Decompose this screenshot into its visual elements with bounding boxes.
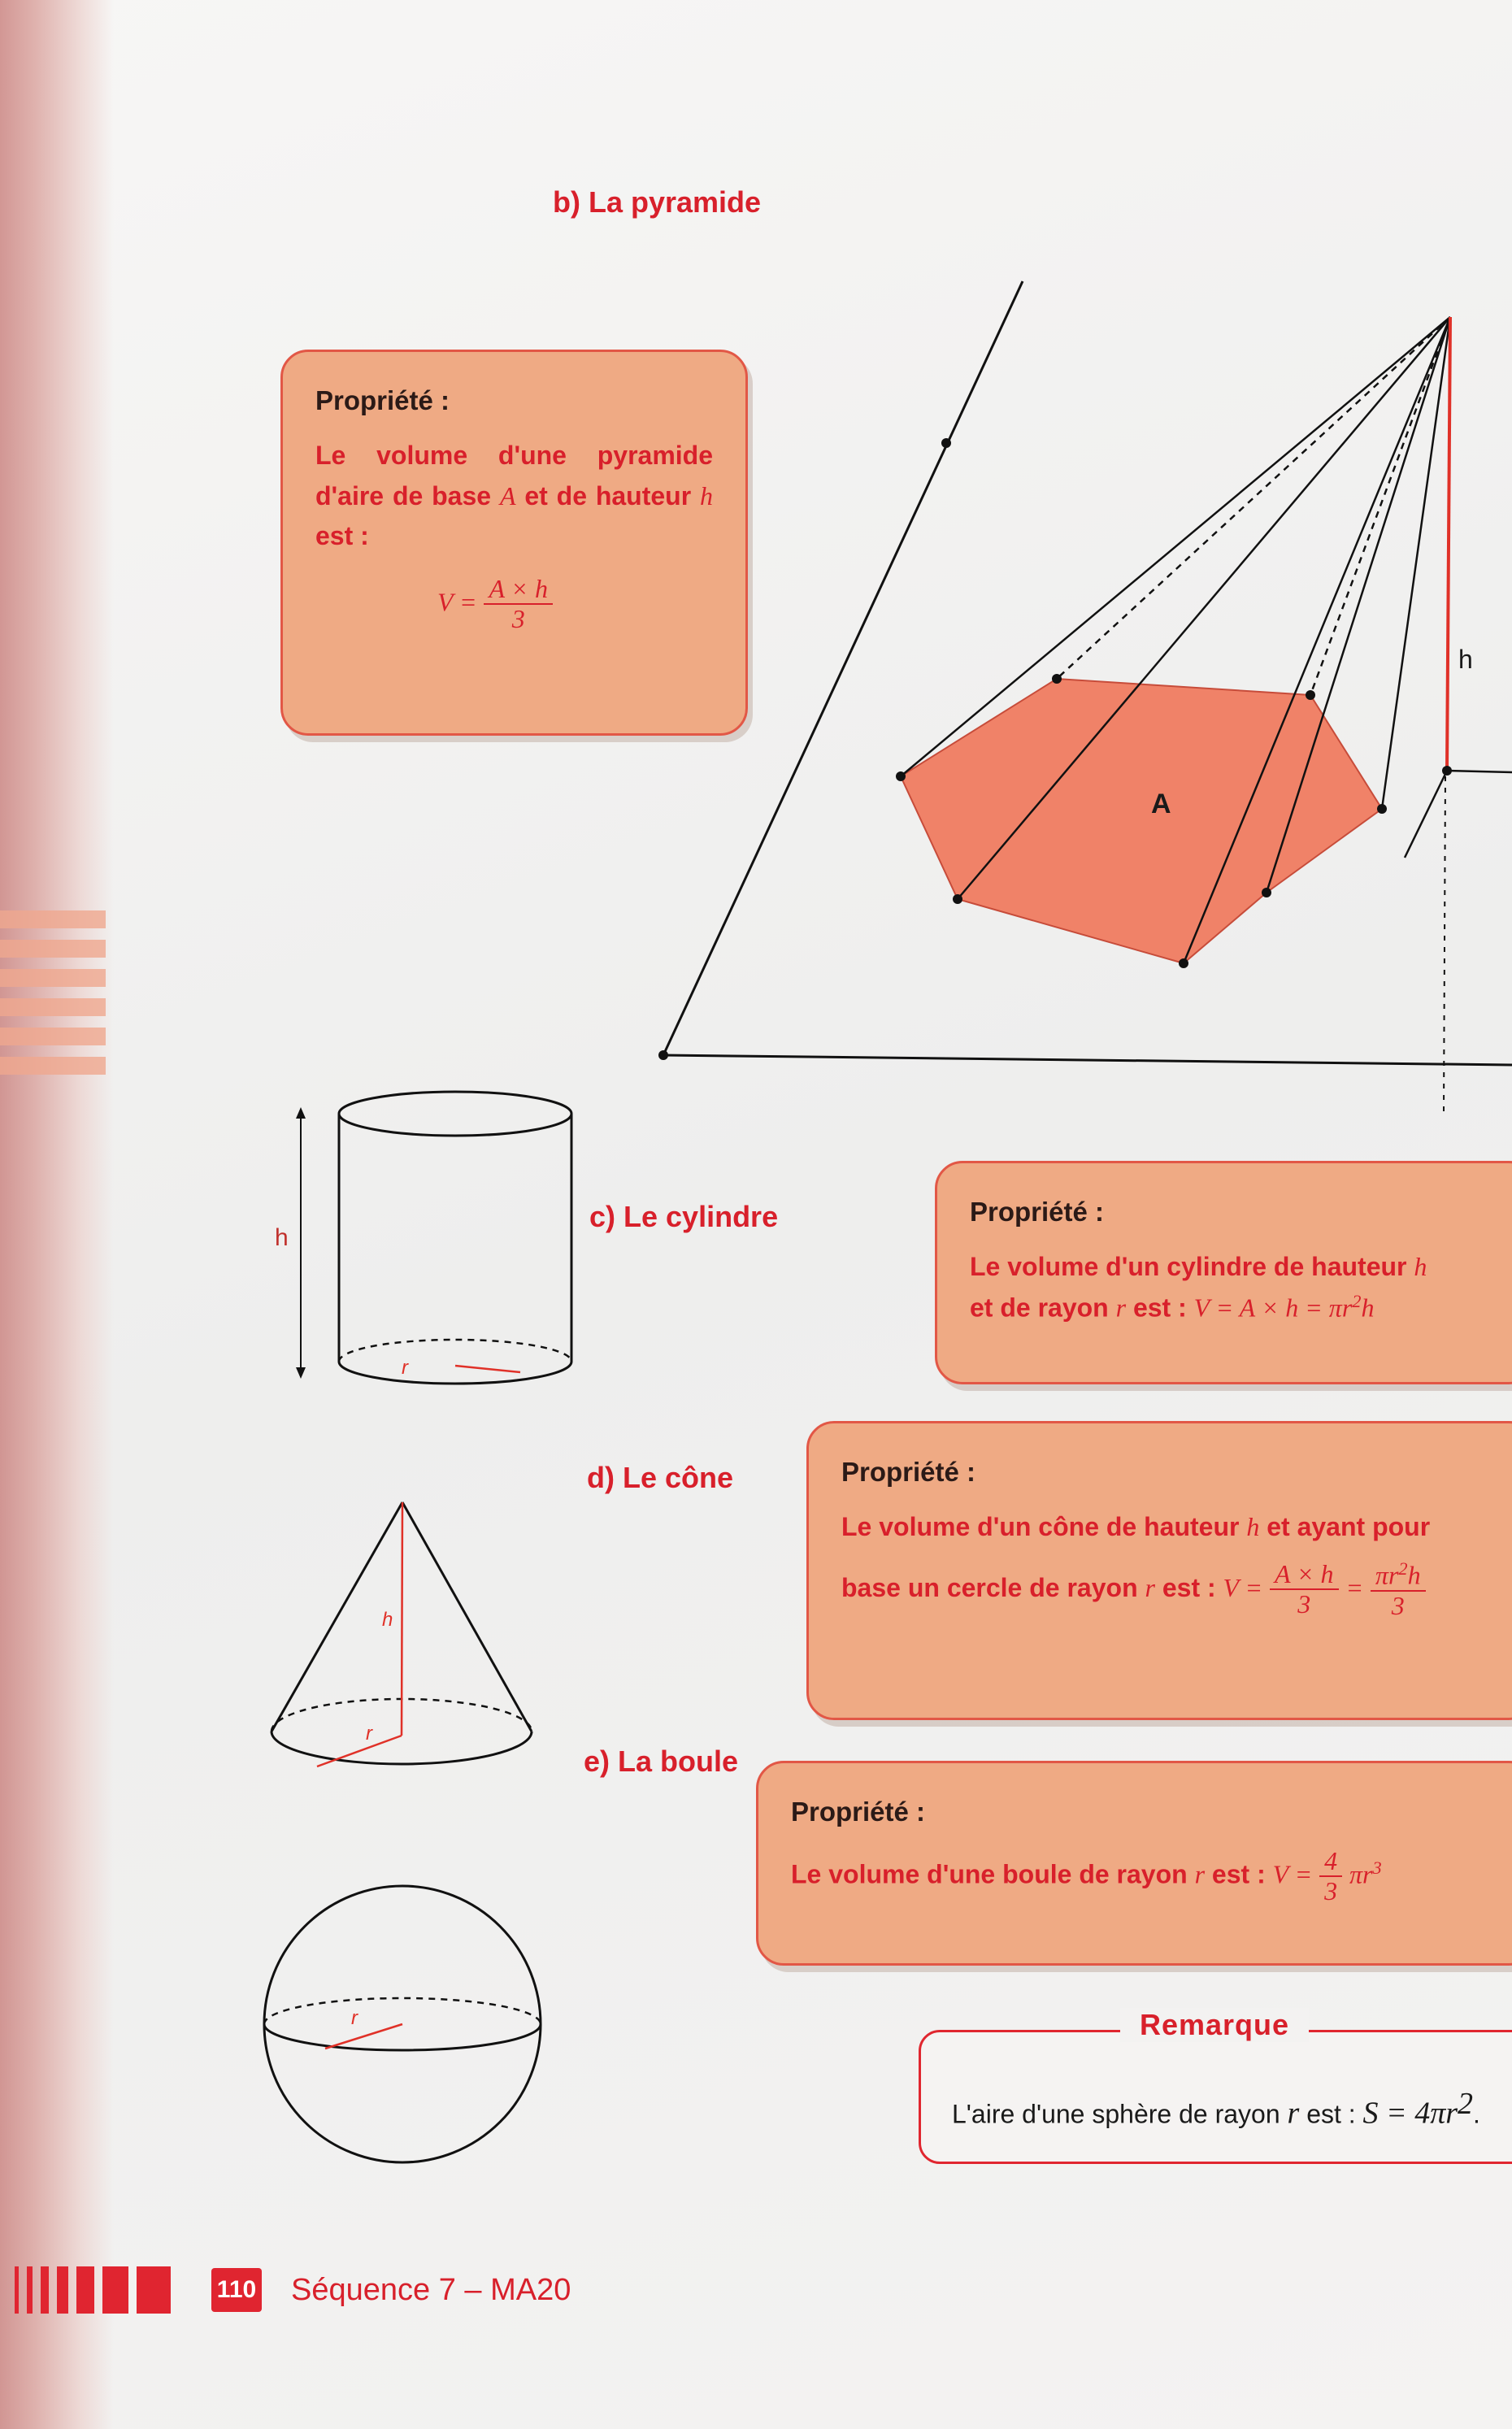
remark-box <box>919 2008 1512 2164</box>
pyramid-height <box>1447 317 1450 771</box>
pyramid-heading: b) La pyramide <box>553 185 762 219</box>
footer-label: Séquence 7 – MA20 <box>291 2273 571 2307</box>
base-vertex <box>1306 690 1315 700</box>
arrow-head <box>296 1107 306 1119</box>
ball-radius-label: r <box>351 2007 358 2029</box>
base-vertex <box>1052 674 1062 684</box>
ball-figure <box>260 1878 561 2170</box>
ball-equator-back <box>264 1998 541 2024</box>
ball-volume-formula: Le volume d'une boule de rayon r est : V = $\frac{4}{3}$ $\pi r^3$ <box>791 1846 1382 1906</box>
plane-edge <box>663 281 1023 1055</box>
plane-point <box>658 1050 668 1060</box>
property-title: Propriété : <box>841 1457 976 1487</box>
height-foot <box>1442 766 1452 776</box>
base-vertex <box>1262 888 1271 897</box>
pyramid-edge <box>1382 317 1450 809</box>
cone-figure <box>260 1488 553 1788</box>
base-vertex <box>1377 804 1387 814</box>
pyramid-base-label: A <box>1151 789 1171 819</box>
pyramid-hidden-edge <box>1310 317 1450 695</box>
cylinder-volume-formula: et de rayon r est : $V = A \times h = \pi r^2h$ <box>970 1290 1375 1323</box>
arrow-head <box>296 1367 306 1379</box>
cylinder-property-box <box>935 1161 1512 1384</box>
pyramid-edge <box>1184 317 1450 963</box>
property-title: Propriété : <box>315 385 450 415</box>
cone-radius-label: r <box>366 1723 372 1745</box>
cone-side <box>402 1502 532 1732</box>
cone-volume-formula: base un cercle de rayon r est : V = $\frac{A \times h}{3}$ = $\frac{\pi r^2h}{3}$ <box>841 1559 1501 1620</box>
cone-property-box <box>806 1421 1512 1720</box>
ball-property-box <box>756 1761 1512 1966</box>
cylinder-top <box>339 1092 571 1136</box>
remark-text: L'aire d'une sphère de rayon r est : $S = 4\pi r^2$. <box>952 2087 1480 2131</box>
base-vertex <box>896 771 906 781</box>
remark-title: Remarque <box>1120 2008 1309 2042</box>
cylinder-radius-label: r <box>402 1357 408 1379</box>
plane-point <box>941 438 951 448</box>
cone-heading: d) Le cône <box>587 1461 734 1494</box>
ball-radius <box>325 2024 402 2049</box>
property-text: Le volume d'un cylindre de hauteur h <box>970 1252 1427 1282</box>
cone-height-label: h <box>382 1609 393 1631</box>
cylinder-heading: c) Le cylindre <box>589 1200 779 1233</box>
cylinder-bottom-front <box>339 1362 571 1384</box>
pyramid-base <box>901 679 1382 963</box>
cylinder-height-label: h <box>275 1224 289 1251</box>
pyramid-volume-formula: V = $\frac{A \times h}{3}$ <box>315 575 713 633</box>
pyramid-hidden-edge <box>1057 317 1450 679</box>
property-text: Le volume d'une pyramide d'aire de base A et de hauteur h est : <box>315 441 714 551</box>
footer-bars <box>15 2266 179 2314</box>
base-vertex <box>1179 958 1188 968</box>
ball-heading: e) La boule <box>584 1745 739 1778</box>
page-number: 110 <box>211 2268 262 2312</box>
cylinder-bottom-back <box>339 1340 571 1362</box>
cylinder-figure <box>260 1065 602 1414</box>
height-foot-line <box>1405 771 1447 858</box>
base-vertex <box>953 894 962 904</box>
plane-edge <box>663 1055 1512 1065</box>
pyramid-figure <box>0 0 1512 1138</box>
property-title: Propriété : <box>791 1797 926 1827</box>
height-foot-line <box>1447 771 1512 772</box>
cylinder-radius <box>455 1366 520 1372</box>
property-text: Le volume d'un cône de hauteur h et ayant pour <box>841 1512 1431 1542</box>
ball-equator-front <box>264 2024 541 2050</box>
pyramid-height-label: h <box>1458 645 1473 674</box>
property-title: Propriété : <box>970 1197 1105 1227</box>
